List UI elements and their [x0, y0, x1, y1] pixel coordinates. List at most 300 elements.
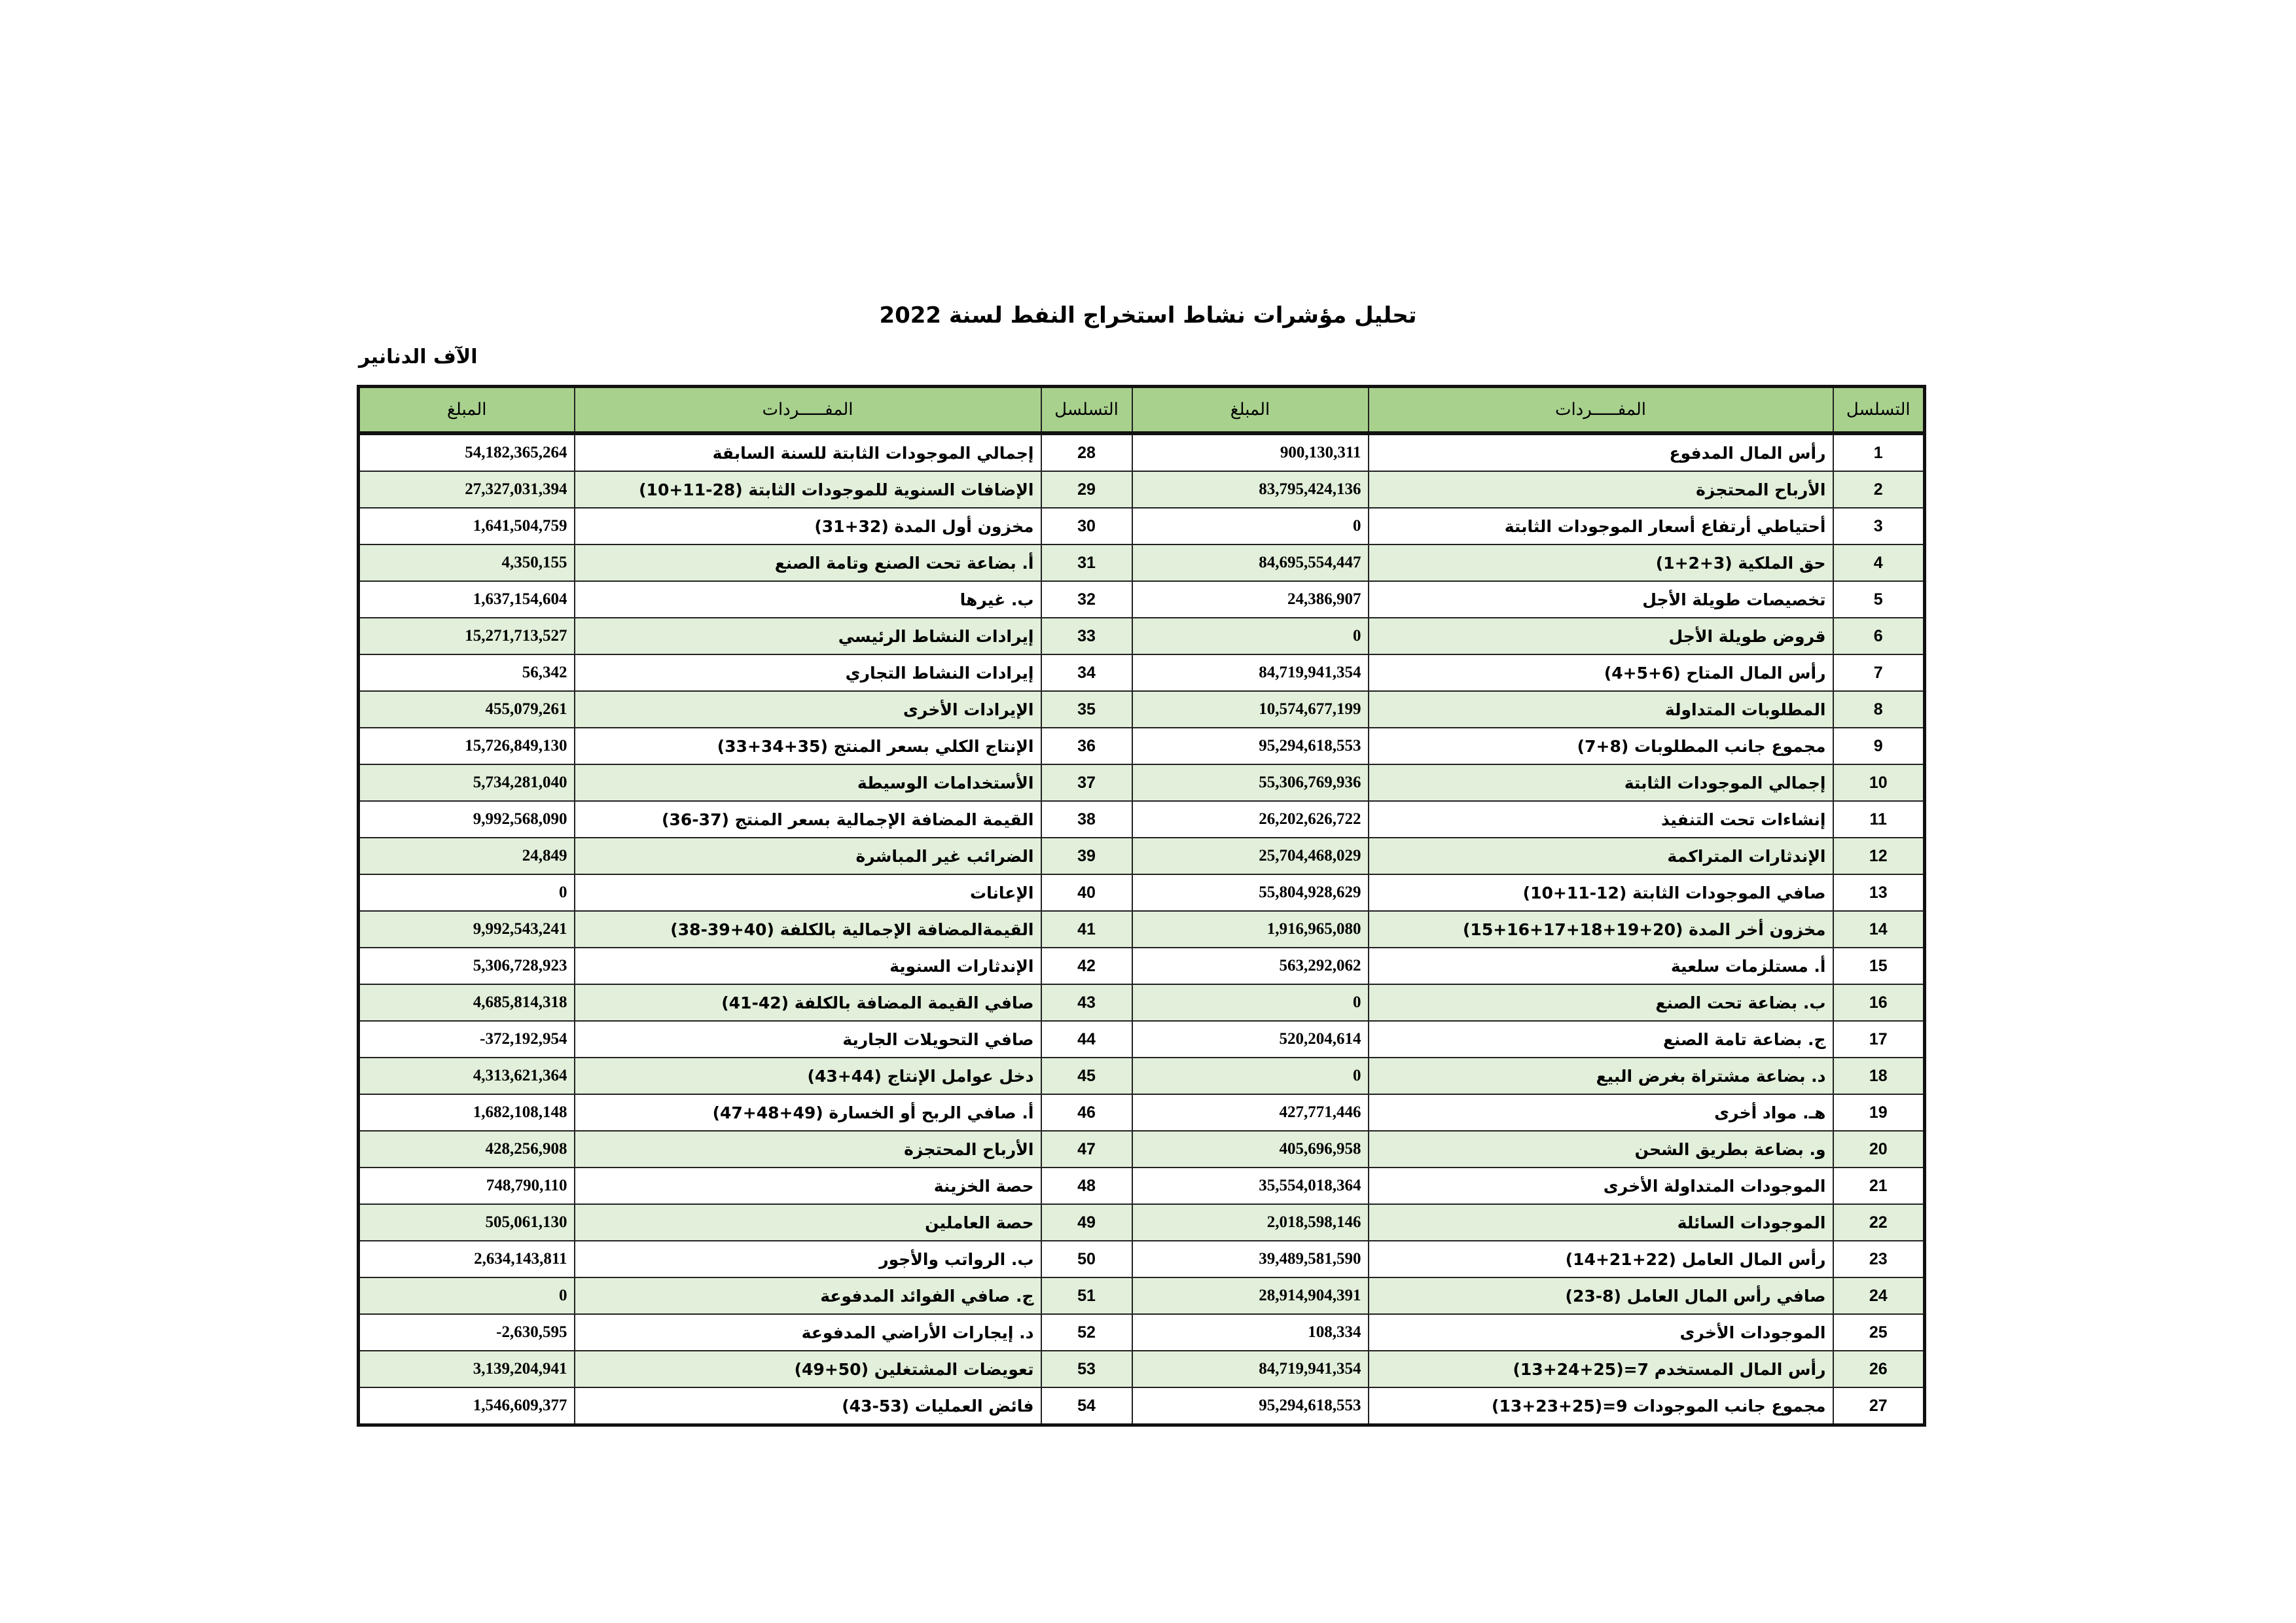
item-cell-left — [575, 654, 1041, 691]
seq-cell-right — [1833, 433, 1925, 471]
amount-cell-left — [359, 764, 575, 801]
amount-cell-left-text: 1,682,108,148 — [473, 1103, 567, 1121]
table-row — [359, 1131, 1925, 1168]
seq-cell-right — [1833, 1131, 1925, 1168]
item-cell-left — [575, 471, 1041, 508]
seq-cell-right-text: 14 — [1869, 919, 1888, 938]
seq-cell-right — [1833, 948, 1925, 984]
amount-cell-right — [1132, 838, 1369, 874]
amount-cell-right — [1132, 948, 1369, 984]
item-cell-left — [575, 544, 1041, 581]
seq-cell-left-text: 43 — [1077, 993, 1096, 1012]
item-cell-right-text: مجموع جانب المطلوبات (8+7) — [1577, 736, 1826, 756]
table-row — [359, 764, 1925, 801]
page-title — [0, 302, 2296, 329]
table-header-row — [359, 387, 1925, 434]
item-cell-left-text: الأرباح المحتجزة — [904, 1139, 1034, 1159]
item-cell-right — [1369, 838, 1833, 874]
seq-cell-right — [1833, 1168, 1925, 1204]
header-item-right: المفـــــردات — [1369, 387, 1833, 434]
table-row — [359, 433, 1925, 471]
seq-cell-left-text: 52 — [1077, 1323, 1096, 1342]
seq-cell-left-text: 28 — [1077, 443, 1096, 462]
table-row — [359, 1094, 1925, 1131]
amount-cell-right — [1132, 581, 1369, 618]
item-cell-right-text: المطلوبات المتداولة — [1664, 700, 1826, 719]
amount-cell-left-text: 27,327,031,394 — [465, 480, 567, 498]
seq-cell-left — [1041, 728, 1132, 764]
item-cell-left — [575, 1314, 1041, 1351]
amount-cell-left-text: 4,313,621,364 — [473, 1067, 567, 1084]
item-cell-right-text: الموجودات الأخرى — [1679, 1323, 1826, 1342]
seq-cell-right-text: 3 — [1873, 516, 1883, 535]
seq-cell-left — [1041, 691, 1132, 728]
amount-cell-right-text: 0 — [1353, 993, 1361, 1011]
item-cell-left-text: ب. غيرها — [960, 590, 1034, 609]
seq-cell-right-text: 27 — [1869, 1396, 1888, 1415]
seq-cell-left — [1041, 874, 1132, 911]
seq-cell-left — [1041, 1387, 1132, 1425]
seq-cell-right — [1833, 1094, 1925, 1131]
amount-cell-right — [1132, 1131, 1369, 1168]
item-cell-right — [1369, 1351, 1833, 1387]
item-cell-right-text: إنشاءات تحت التنفيذ — [1660, 810, 1826, 829]
seq-cell-left-text: 46 — [1077, 1103, 1096, 1122]
item-cell-left — [575, 1387, 1041, 1425]
seq-cell-left — [1041, 984, 1132, 1021]
table-row — [359, 1241, 1925, 1277]
seq-cell-left-text: 41 — [1077, 919, 1096, 938]
seq-cell-left — [1041, 654, 1132, 691]
item-cell-left — [575, 801, 1041, 838]
item-cell-left-text: مخزون أول المدة (32+31) — [814, 516, 1034, 536]
amount-cell-left-text: 455,079,261 — [485, 700, 567, 718]
table-row — [359, 1314, 1925, 1351]
seq-cell-right — [1833, 801, 1925, 838]
item-cell-left-text: د. إيجارات الأراضي المدفوعة — [801, 1323, 1034, 1342]
amount-cell-left — [359, 1058, 575, 1094]
amount-cell-right — [1132, 801, 1369, 838]
seq-cell-left — [1041, 1351, 1132, 1387]
table-body — [359, 433, 1925, 1425]
item-cell-right — [1369, 1277, 1833, 1314]
item-cell-left-text: القيمة المضافة الإجمالية بسعر المنتج (37-36) — [662, 810, 1034, 829]
seq-cell-right-text: 17 — [1869, 1029, 1888, 1048]
amount-cell-left-text: 15,726,849,130 — [465, 737, 567, 755]
item-cell-right — [1369, 1241, 1833, 1277]
amount-cell-right-text: 95,294,618,553 — [1259, 1397, 1361, 1414]
seq-cell-left-text: 31 — [1077, 553, 1096, 572]
header-amount-right: المبلغ — [1132, 387, 1369, 434]
item-cell-left — [575, 1131, 1041, 1168]
item-cell-left-text: الإندثارات السنوية — [889, 956, 1034, 976]
item-cell-right — [1369, 581, 1833, 618]
amount-cell-left — [359, 1021, 575, 1058]
amount-cell-right-text: 25,704,468,029 — [1259, 847, 1361, 865]
amount-cell-left — [359, 433, 575, 471]
seq-cell-right — [1833, 764, 1925, 801]
amount-cell-right-text: 1,916,965,080 — [1266, 920, 1361, 938]
seq-cell-left-text: 39 — [1077, 846, 1096, 865]
amount-cell-right — [1132, 1351, 1369, 1387]
amount-cell-right — [1132, 874, 1369, 911]
seq-cell-left-text: 44 — [1077, 1029, 1096, 1048]
seq-cell-left — [1041, 1021, 1132, 1058]
item-cell-left — [575, 838, 1041, 874]
table-row — [359, 581, 1925, 618]
amount-cell-left — [359, 618, 575, 654]
item-cell-right-text: د. بضاعة مشتراة بغرض البيع — [1596, 1066, 1826, 1086]
table-row — [359, 618, 1925, 654]
item-cell-left-text: حصة العاملين — [925, 1213, 1034, 1232]
seq-cell-left — [1041, 544, 1132, 581]
table-row — [359, 911, 1925, 948]
item-cell-left — [575, 984, 1041, 1021]
seq-cell-left — [1041, 618, 1132, 654]
amount-cell-left-text: 505,061,130 — [485, 1213, 567, 1231]
item-cell-right — [1369, 433, 1833, 471]
amount-cell-right — [1132, 1387, 1369, 1425]
item-cell-left — [575, 1168, 1041, 1204]
seq-cell-right — [1833, 1277, 1925, 1314]
seq-cell-right — [1833, 874, 1925, 911]
amount-cell-left — [359, 1131, 575, 1168]
amount-cell-left-text: 4,350,155 — [501, 554, 567, 571]
item-cell-right-text: ب. بضاعة تحت الصنع — [1655, 993, 1826, 1012]
item-cell-right-text: الموجودات السائلة — [1677, 1213, 1826, 1232]
amount-cell-right — [1132, 728, 1369, 764]
item-cell-right — [1369, 1094, 1833, 1131]
table-row — [359, 1277, 1925, 1314]
amount-cell-left-text: 5,734,281,040 — [473, 774, 567, 791]
amount-cell-left — [359, 911, 575, 948]
amount-cell-right-text: 520,204,614 — [1279, 1030, 1361, 1048]
amount-cell-left-text: 1,546,609,377 — [473, 1397, 567, 1414]
seq-cell-left-text: 54 — [1077, 1396, 1096, 1415]
seq-cell-right-text: 19 — [1869, 1103, 1888, 1122]
item-cell-left-text: ب. الرواتب والأجور — [879, 1249, 1034, 1269]
amount-cell-right — [1132, 1168, 1369, 1204]
item-cell-right — [1369, 728, 1833, 764]
item-cell-right-text: قروض طويلة الأجل — [1668, 626, 1826, 646]
indicators-table — [357, 385, 1926, 1427]
item-cell-right — [1369, 1204, 1833, 1241]
amount-cell-left-text: 15,271,713,527 — [465, 627, 567, 645]
seq-cell-left-text: 34 — [1077, 663, 1096, 682]
unit-label: الآف الدنانير — [359, 346, 478, 368]
amount-cell-left-text: 2,634,143,811 — [474, 1250, 567, 1268]
item-cell-right-text: و. بضاعة بطريق الشحن — [1634, 1139, 1826, 1159]
amount-cell-right — [1132, 1094, 1369, 1131]
amount-cell-right — [1132, 1314, 1369, 1351]
seq-cell-left — [1041, 948, 1132, 984]
seq-cell-left-text: 45 — [1077, 1066, 1096, 1085]
amount-cell-left — [359, 508, 575, 544]
amount-cell-left — [359, 581, 575, 618]
seq-cell-right-text: 25 — [1869, 1323, 1888, 1342]
amount-cell-left — [359, 1204, 575, 1241]
seq-cell-left — [1041, 1204, 1132, 1241]
item-cell-right — [1369, 1314, 1833, 1351]
amount-cell-right — [1132, 691, 1369, 728]
seq-cell-right — [1833, 1204, 1925, 1241]
item-cell-right — [1369, 471, 1833, 508]
header-seq-right: التسلسل — [1833, 387, 1925, 434]
item-cell-right — [1369, 618, 1833, 654]
seq-cell-left-text: 37 — [1077, 773, 1096, 792]
seq-cell-left — [1041, 1241, 1132, 1277]
amount-cell-left-text: 4,685,814,318 — [473, 993, 567, 1011]
seq-cell-left-text: 33 — [1077, 626, 1096, 645]
seq-cell-right-text: 20 — [1869, 1139, 1888, 1158]
amount-cell-left-text: 9,992,568,090 — [473, 810, 567, 828]
amount-cell-right-text: 84,695,554,447 — [1259, 554, 1361, 571]
item-cell-right-text: صافي الموجودات الثابتة (12-11+10) — [1522, 883, 1826, 902]
amount-cell-left — [359, 1168, 575, 1204]
seq-cell-left-text: 30 — [1077, 516, 1096, 535]
item-cell-left-text: الإضافات السنوية للموجودات الثابتة (28-11+10) — [639, 480, 1034, 499]
item-cell-right-text: صافي رأس المال العامل (8-23) — [1565, 1286, 1826, 1306]
item-cell-left-text: ج. صافي الفوائد المدفوعة — [820, 1286, 1034, 1306]
item-cell-right — [1369, 1387, 1833, 1425]
amount-cell-right-text: 0 — [1353, 627, 1361, 645]
amount-cell-right-text: 405,696,958 — [1279, 1140, 1361, 1158]
header-amount-left: المبلغ — [359, 387, 575, 434]
seq-cell-left-text: 42 — [1077, 956, 1096, 975]
item-cell-right — [1369, 911, 1833, 948]
item-cell-right — [1369, 654, 1833, 691]
seq-cell-left-text: 49 — [1077, 1213, 1096, 1232]
item-cell-right — [1369, 508, 1833, 544]
header-seq-left: التسلسل — [1041, 387, 1132, 434]
amount-cell-right — [1132, 1241, 1369, 1277]
item-cell-right-text: رأس المال العامل (22+21+14) — [1565, 1249, 1826, 1269]
amount-cell-right — [1132, 764, 1369, 801]
amount-cell-right-text: 95,294,618,553 — [1259, 737, 1361, 755]
seq-cell-left — [1041, 1277, 1132, 1314]
item-cell-left — [575, 581, 1041, 618]
amount-cell-right — [1132, 433, 1369, 471]
seq-cell-left-text: 47 — [1077, 1139, 1096, 1158]
seq-cell-left-text: 51 — [1077, 1286, 1096, 1305]
item-cell-left-text: الإعانات — [969, 883, 1034, 902]
amount-cell-right-text: 108,334 — [1308, 1323, 1361, 1341]
amount-cell-left-text: -2,630,595 — [496, 1323, 567, 1341]
amount-cell-left — [359, 544, 575, 581]
table-row — [359, 1058, 1925, 1094]
seq-cell-left — [1041, 508, 1132, 544]
seq-cell-left — [1041, 764, 1132, 801]
seq-cell-left-text: 38 — [1077, 810, 1096, 829]
amount-cell-left-text: 24,849 — [522, 847, 567, 865]
item-cell-left — [575, 1351, 1041, 1387]
item-cell-right — [1369, 544, 1833, 581]
seq-cell-right-text: 23 — [1869, 1249, 1888, 1268]
amount-cell-right — [1132, 1021, 1369, 1058]
item-cell-right-text: أ. مستلزمات سلعية — [1670, 956, 1826, 976]
seq-cell-right-text: 8 — [1873, 700, 1883, 719]
seq-cell-left — [1041, 911, 1132, 948]
seq-cell-right-text: 4 — [1873, 553, 1883, 572]
amount-cell-left — [359, 874, 575, 911]
amount-cell-right-text: 35,554,018,364 — [1259, 1177, 1361, 1194]
amount-cell-left — [359, 691, 575, 728]
table-row — [359, 1168, 1925, 1204]
item-cell-left-text: الإيرادات الأخرى — [903, 700, 1034, 719]
seq-cell-right-text: 1 — [1873, 443, 1883, 462]
seq-cell-right — [1833, 691, 1925, 728]
item-cell-right-text: رأس المال المتاح (6+5+4) — [1604, 663, 1826, 683]
item-cell-left — [575, 1277, 1041, 1314]
amount-cell-left — [359, 471, 575, 508]
amount-cell-right-text: 24,386,907 — [1287, 590, 1361, 608]
item-cell-right-text: الموجودات المتداولة الأخرى — [1603, 1176, 1826, 1196]
seq-cell-right — [1833, 911, 1925, 948]
amount-cell-right — [1132, 984, 1369, 1021]
amount-cell-right — [1132, 471, 1369, 508]
amount-cell-right-text: 84,719,941,354 — [1259, 664, 1361, 681]
amount-cell-right-text: 0 — [1353, 517, 1361, 535]
seq-cell-right — [1833, 1058, 1925, 1094]
item-cell-right-text: رأس المال المستخدم 7=(25+24+13) — [1513, 1359, 1826, 1379]
item-cell-left — [575, 691, 1041, 728]
item-cell-left — [575, 764, 1041, 801]
seq-cell-left-text: 48 — [1077, 1176, 1096, 1195]
seq-cell-left-text: 35 — [1077, 700, 1096, 719]
amount-cell-left-text: 54,182,365,264 — [465, 444, 567, 461]
table-row — [359, 654, 1925, 691]
seq-cell-left — [1041, 1131, 1132, 1168]
seq-cell-left — [1041, 1058, 1132, 1094]
seq-cell-right-text: 26 — [1869, 1359, 1888, 1378]
table-row — [359, 691, 1925, 728]
seq-cell-right-text: 18 — [1869, 1066, 1888, 1085]
item-cell-left — [575, 1058, 1041, 1094]
item-cell-left-text: القيمةالمضافة الإجمالية بالكلفة (40+39-38) — [670, 919, 1034, 939]
item-cell-left-text: إيرادات النشاط التجاري — [845, 663, 1034, 683]
seq-cell-right-text: 15 — [1869, 956, 1888, 975]
table-row — [359, 801, 1925, 838]
item-cell-right-text: حق الملكية (3+2+1) — [1655, 553, 1826, 573]
seq-cell-right — [1833, 1314, 1925, 1351]
item-cell-right — [1369, 1021, 1833, 1058]
seq-cell-right-text: 9 — [1873, 736, 1883, 755]
seq-cell-left — [1041, 1168, 1132, 1204]
item-cell-right — [1369, 764, 1833, 801]
seq-cell-left — [1041, 838, 1132, 874]
amount-cell-right — [1132, 1058, 1369, 1094]
item-cell-right — [1369, 874, 1833, 911]
item-cell-right — [1369, 801, 1833, 838]
item-cell-right — [1369, 984, 1833, 1021]
item-cell-left-text: الأستخدامات الوسيطة — [857, 773, 1034, 793]
seq-cell-left-text: 40 — [1077, 883, 1096, 902]
seq-cell-right — [1833, 508, 1925, 544]
item-cell-right-text: ج. بضاعة تامة الصنع — [1662, 1029, 1826, 1049]
item-cell-right-text: مخزون أخر المدة (20+19+18+17+16+15) — [1462, 919, 1826, 939]
amount-cell-left-text: 1,641,504,759 — [473, 517, 567, 535]
amount-cell-right — [1132, 544, 1369, 581]
amount-cell-right — [1132, 654, 1369, 691]
seq-cell-right-text: 5 — [1873, 590, 1883, 609]
seq-cell-right — [1833, 471, 1925, 508]
item-cell-right-text: إجمالي الموجودات الثابتة — [1624, 773, 1826, 793]
amount-cell-left — [359, 654, 575, 691]
amount-cell-left — [359, 1351, 575, 1387]
seq-cell-right-text: 12 — [1869, 846, 1888, 865]
amount-cell-left — [359, 1314, 575, 1351]
item-cell-left-text: دخل عوامل الإنتاج (44+43) — [807, 1066, 1034, 1086]
item-cell-left — [575, 948, 1041, 984]
amount-cell-right-text: 427,771,446 — [1279, 1103, 1361, 1121]
item-cell-right-text: الأرباح المحتجزة — [1696, 480, 1826, 499]
seq-cell-right-text: 6 — [1873, 626, 1883, 645]
item-cell-right-text: أحتياطي أرتفاع أسعار الموجودات الثابتة — [1504, 516, 1826, 536]
seq-cell-right — [1833, 544, 1925, 581]
amount-cell-left-text: 3,139,204,941 — [473, 1360, 567, 1378]
seq-cell-right-text: 7 — [1873, 663, 1883, 682]
amount-cell-left-text: 0 — [559, 1287, 567, 1304]
seq-cell-right — [1833, 654, 1925, 691]
seq-cell-left-text: 29 — [1077, 480, 1096, 499]
item-cell-left-text: صافي القيمة المضافة بالكلفة (42-41) — [721, 993, 1034, 1012]
amount-cell-right-text: 84,719,941,354 — [1259, 1360, 1361, 1378]
seq-cell-right — [1833, 728, 1925, 764]
seq-cell-right-text: 11 — [1869, 810, 1887, 829]
item-cell-left — [575, 618, 1041, 654]
table-row — [359, 984, 1925, 1021]
amount-cell-right — [1132, 1277, 1369, 1314]
item-cell-left-text: الضرائب غير المباشرة — [855, 846, 1034, 866]
amount-cell-right-text: 26,202,626,722 — [1259, 810, 1361, 828]
seq-cell-left — [1041, 1314, 1132, 1351]
table-row — [359, 508, 1925, 544]
amount-cell-left — [359, 838, 575, 874]
item-cell-right-text: الإندثارات المتراكمة — [1667, 846, 1826, 866]
amount-cell-left — [359, 1094, 575, 1131]
amount-cell-left-text: -372,192,954 — [480, 1030, 567, 1048]
item-cell-left-text: أ. بضاعة تحت الصنع وتامة الصنع — [774, 553, 1034, 573]
seq-cell-left-text: 32 — [1077, 590, 1096, 609]
item-cell-right-text: هـ. مواد أخرى — [1714, 1103, 1826, 1122]
item-cell-left-text: حصة الخزينة — [933, 1176, 1034, 1196]
table-row — [359, 544, 1925, 581]
amount-cell-left-text: 1,637,154,604 — [473, 590, 567, 608]
seq-cell-right-text: 13 — [1869, 883, 1888, 902]
seq-cell-left — [1041, 581, 1132, 618]
seq-cell-right — [1833, 1387, 1925, 1425]
item-cell-left — [575, 874, 1041, 911]
item-cell-right — [1369, 1168, 1833, 1204]
item-cell-left-text: الإنتاج الكلي بسعر المنتج (35+34+33) — [717, 736, 1034, 756]
table-row — [359, 1204, 1925, 1241]
seq-cell-left — [1041, 433, 1132, 471]
table-row — [359, 838, 1925, 874]
table-row — [359, 1351, 1925, 1387]
table-row — [359, 874, 1925, 911]
amount-cell-left — [359, 948, 575, 984]
page-title-text: تحليل مؤشرات نشاط استخراج النفط لسنة 2022 — [879, 302, 1417, 329]
amount-cell-left-text: 9,992,543,241 — [473, 920, 567, 938]
item-cell-right — [1369, 691, 1833, 728]
table-row — [359, 1021, 1925, 1058]
seq-cell-right — [1833, 984, 1925, 1021]
seq-cell-left — [1041, 1094, 1132, 1131]
item-cell-left-text: أ. صافي الربح أو الخسارة (49+48+47) — [712, 1103, 1034, 1122]
item-cell-left — [575, 1094, 1041, 1131]
item-cell-left — [575, 1241, 1041, 1277]
item-cell-left-text: تعويضات المشتغلين (50+49) — [794, 1359, 1034, 1379]
